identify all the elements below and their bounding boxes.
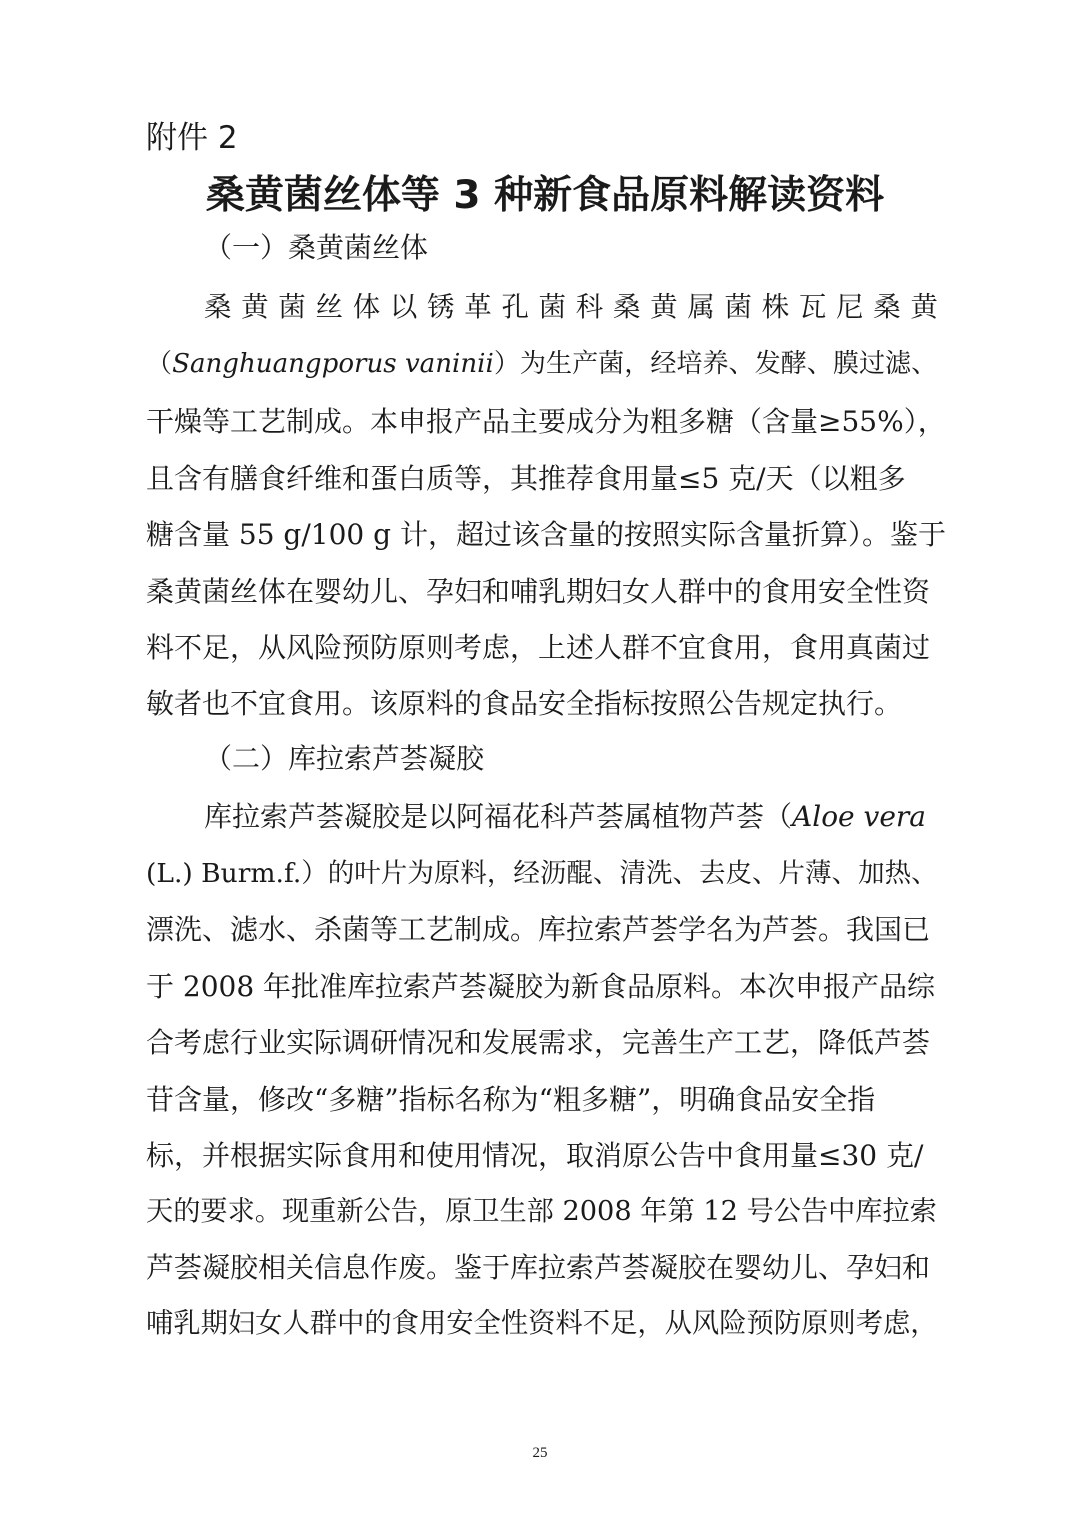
paragraph-line: (L.) Burm.f.）的叶片为原料，经沥醌、清洗、去皮、片薄、加热、 [146, 858, 938, 889]
document-title: 桑黄菌丝体等 3 种新食品原料解读资料 [205, 173, 885, 218]
section-heading: （二）库拉索芦荟凝胶 [204, 742, 485, 775]
paragraph-line: 糖含量 55 g/100 g 计，超过该含量的按照实际含量折算）。鉴于 [146, 518, 946, 551]
latin-species-name: Aloe vera [792, 800, 926, 833]
paragraph-line: 于 2008 年批准库拉索芦荟凝胶为新食品原料。本次申报产品综 [146, 970, 936, 1003]
line-rest: ）为生产菌，经培养、发酵、膜过滤、 [493, 349, 938, 379]
page-number: 25 [532, 1445, 548, 1461]
attachment-label: 附件 2 [146, 120, 238, 156]
paragraph-line: 敏者也不宜食用。该原料的食品安全指标按照公告规定执行。 [146, 687, 903, 720]
paren-open: （ [146, 349, 173, 379]
paragraph-line: 哺乳期妇女人群中的食用安全性资料不足，从风险预防原则考虑， [146, 1308, 938, 1339]
paragraph-line: 合考虑行业实际调研情况和发展需求，完善生产工艺，降低芦荟 [146, 1026, 931, 1059]
paragraph-line: 桑黄菌丝体在婴幼儿、孕妇和哺乳期妇女人群中的食用安全性资 [146, 575, 931, 608]
paragraph-line: 且含有膳食纤维和蛋白质等，其推荐食用量≤5 克/天（以粗多 [146, 462, 906, 495]
paragraph-line: 天的要求。现重新公告，原卫生部 2008 年第 12 号公告中库拉索 [146, 1196, 937, 1227]
paragraph-line [146, 344, 946, 384]
paragraph-line: 料不足，从风险预防原则考虑，上述人群不宜食用，食用真菌过 [146, 631, 931, 664]
paragraph-line: 桑 黄 菌 丝 体 以 锈 革 孔 菌 科 桑 黄 属 菌 株 瓦 尼 桑 黄 [204, 292, 939, 323]
line-text: 库拉索芦荟凝胶是以阿福花科芦荟属植物芦荟（ [204, 800, 793, 833]
paragraph-line: 芦荟凝胶相关信息作废。鉴于库拉索芦荟凝胶在婴幼儿、孕妇和 [146, 1251, 931, 1284]
paragraph-line [204, 797, 946, 837]
paragraph-line: 标，并根据实际食用和使用情况，取消原公告中食用量≤30 克/ [146, 1139, 924, 1172]
latin-species-name: Sanghuangporus vaninii [172, 349, 494, 379]
section-heading: （一）桑黄菌丝体 [204, 231, 429, 264]
paragraph-line: 干燥等工艺制成。本申报产品主要成分为粗多糖（含量≥55%）， [146, 405, 946, 438]
paragraph-line: 苷含量，修改“多糖”指标名称为“粗多糖”，明确食品安全指 [146, 1083, 876, 1116]
paragraph-line: 漂洗、滤水、杀菌等工艺制成。库拉索芦荟学名为芦荟。我国已 [146, 913, 931, 946]
